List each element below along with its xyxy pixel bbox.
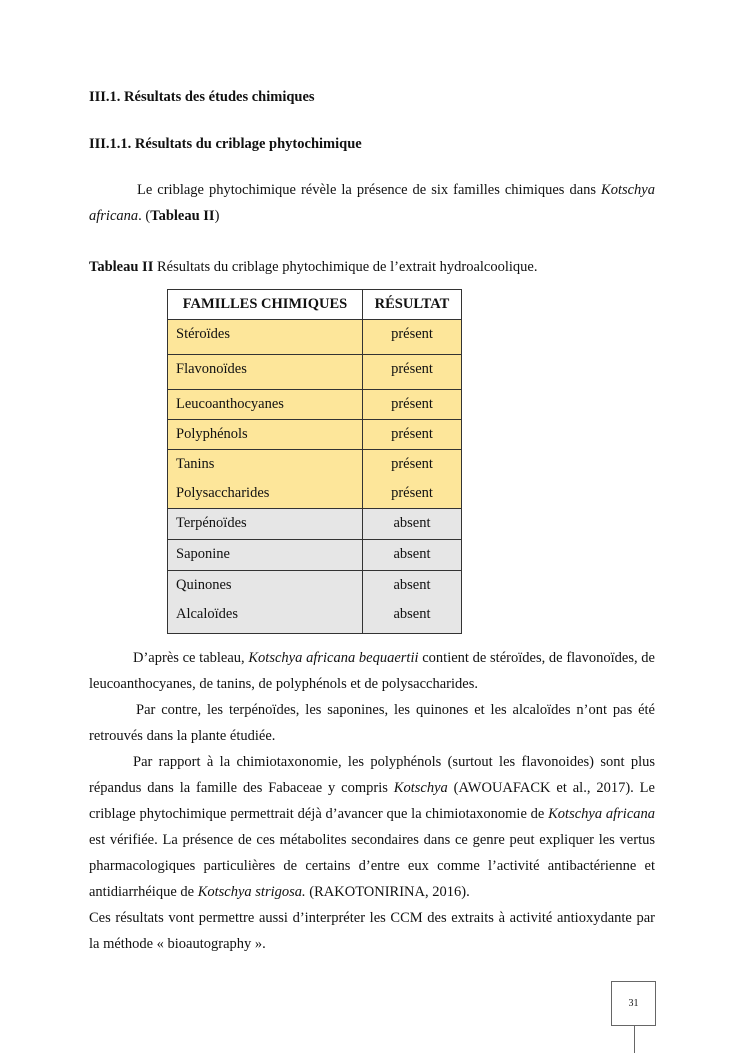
species-name: Kotschya africana [89,182,655,224]
family-name: Alcaloïdes [176,606,239,622]
section-heading: III.1. Résultats des études chimiques [89,89,315,105]
table-row [168,540,462,571]
result-value: absent [393,577,431,593]
family-cell [168,450,363,509]
table-row [168,571,462,634]
p2-text: Par contre, les terpénoïdes, les saponines, les quinones et les alcaloïdes n’ont pas été retrouvés dans la plante étudiée. [89,702,655,744]
p3-text-c: est vérifiée. La présence de ces métabolites secondaires dans ce genre peut expliquer les vertus pharmacologiques particulières de certains d’entre eux comme l’activité antibactérienne et antidiarrhéique de [89,832,655,900]
result-cell [363,540,462,571]
result-value: présent [391,456,433,472]
genus-name: Kotschya [393,780,448,796]
result-value: présent [391,396,433,412]
result-cell [363,509,462,540]
family-cell [168,509,363,540]
paragraph-4 [89,905,655,957]
intro-text: Le criblage phytochimique révèle la présence de six familles chimiques dans [137,182,597,198]
p3-text-d: (RAKOTONIRINA, 2016). [305,884,470,900]
paragraph-3 [89,749,655,905]
paragraph-2 [89,697,655,749]
species-name: Kotschya africana [548,806,655,822]
header-families: FAMILLES CHIMIQUES [168,290,363,320]
subsection-heading: III.1.1. Résultats du criblage phytochimique [89,136,362,152]
result-value: présent [391,426,433,442]
table-header-row [168,290,462,320]
family-name: Saponine [176,546,230,562]
table-row [168,450,462,509]
family-name: Flavonoïdes [176,361,247,377]
p1-text-cont: contient de stéroïdes, de flavonoïdes, de leucoanthocyanes, de tanins, de polyphénols et de polysaccharides. [89,650,655,692]
table-caption [89,259,538,276]
family-name: Polysaccharides [176,485,270,501]
intro-paragraph [89,177,655,229]
family-cell [168,571,363,634]
species-name: Kotschya strigosa. [197,884,306,900]
result-value: absent [393,515,431,531]
family-name: Stéroïdes [176,326,230,342]
table-row [168,390,462,420]
result-value: absent [393,606,431,622]
p3-text-b: (AWOUAFACK et al., 2017). Le criblage phytochimique permettrait déjà d’avancer que la chimiotaxonomie de [89,780,655,822]
table-row [168,509,462,540]
result-value: présent [391,485,433,501]
family-name: Quinones [176,577,232,593]
intro-punct: . ( [138,208,151,224]
paragraph-1 [89,645,655,697]
p3-text: Par rapport à la chimiotaxonomie, les polyphénols (surtout les flavonoides) sont plus répandus dans la famille des Fabaceae y compris [89,754,655,796]
header-result: RÉSULTAT [363,290,462,320]
family-name: Polyphénols [176,426,248,442]
family-name: Tanins [176,456,215,472]
result-cell [363,450,462,509]
family-name: Terpénoïdes [176,515,247,531]
result-value: absent [393,546,431,562]
table-row [168,320,462,355]
page-number-divider [634,1025,635,1053]
family-cell [168,540,363,571]
family-cell [168,320,363,355]
results-table [167,289,462,634]
table-row [168,420,462,450]
result-cell [363,571,462,634]
result-value: présent [391,361,433,377]
intro-punct-close: ) [214,208,220,224]
result-cell [363,390,462,420]
p4-text: Ces résultats vont permettre aussi d’interpréter les CCM des extraits à activité antioxydante par la méthode « bioautography ». [89,910,655,952]
table-row [168,355,462,390]
caption-text: Résultats du criblage phytochimique de l’extrait hydroalcoolique. [153,259,538,275]
result-value: présent [391,326,433,342]
table-reference: Tableau II [150,208,215,224]
p1-text: D’après ce tableau, [133,650,249,666]
family-cell [168,420,363,450]
species-name: Kotschya africana bequaertii [248,650,419,666]
result-cell [363,355,462,390]
family-cell [168,355,363,390]
result-cell [363,320,462,355]
family-cell [168,390,363,420]
result-cell [363,420,462,450]
family-name: Leucoanthocyanes [176,396,284,412]
caption-label: Tableau II [89,259,154,275]
page-number: 31 [611,981,656,1026]
